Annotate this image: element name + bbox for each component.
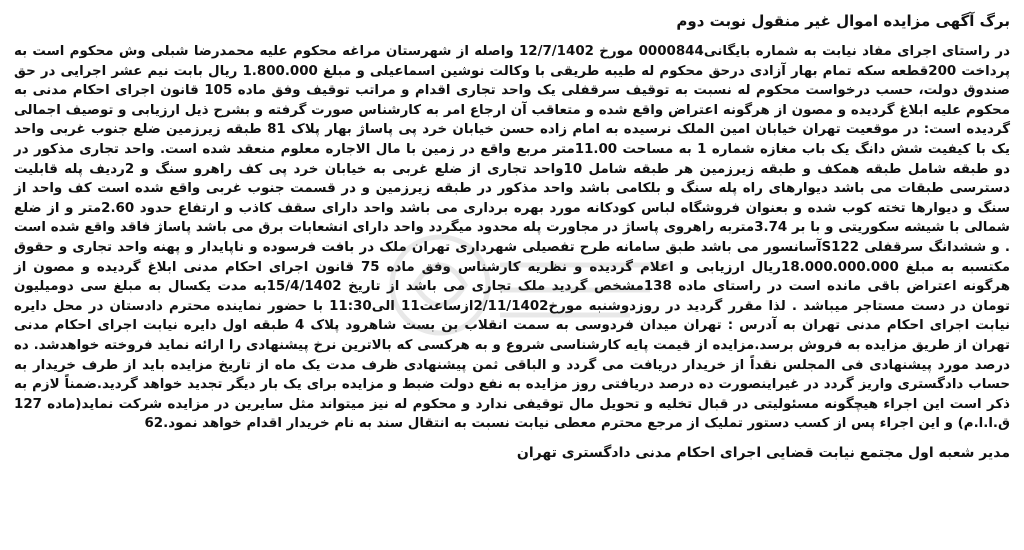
notice-body: در راستای اجرای مفاد نیابت به شماره بایگانی0000844 مورخ 12/7/1402 واصله از شهرستان مراغه محکوم علیه محمدرضا شبلی وش محکوم است به پرداخت 200قطعه سکه تمام بهار آزادی درحق محکوم له طیبه طریقی با وکالت نوشین اسماعیلی و مبلغ 1.800.000 ریال بابت نیم عشر اجرایی در حق صندوق دولت، حسب درخواست محکوم له نسبت به توقیف سرقفلی یک واحد تجاری اقدام و مراتب توقیف وفق ماده 105 قانون اجرای احکام مدنی به محکوم علیه ابلاغ گردیده و مصون از هرگونه اعتراض واقع شده و متعاقب آن ارجاع امر به کارشناس صورت گرفته و بشرح ذیل ارزیابی و توصیف اجمالی گردیده است: در موقعیت تهران خیابان امین الملک نرسیده به امام زاده حسن خیابان خرد پی پاساژ بهار پلاک 81 طبقه زیرزمین ضلع جنوب غربی واحد یک با کیفیت شش دانگ یک باب مغازه شماره 1 به مساحت 11.00متر مربع واقع در زمین با مال الاجاره معلوم منعقد شده است. واحد تجاری مذکور در دو طبقه شامل طبقه همکف و طبقه زیرزمین هر طبقه شامل 10واحد تجاری از ضلع غربی به خیابان خرد پی کف راهرو سنگ و 2ردیف پله قابلیت دسترسی طبقات می باشد دیوارهای راه پله سنگ و بلکامی باشد واحد مذکور در طبقه زیرزمین و در قسمت جنوب غربی واقع شده است کف واحد از سنگ و دیوارها تخته کوب شده و بعنوان فروشگاه لباس کودکانه مورد بهره برداری می باشد واحد دارای سقف کاذب و ارتفاع حدود 2.60متر و از ضلع شمالی با شیشه سکوریتی و با بر 3.74متربه راهروی پاساژ در مجاورت پله محدود میگردد واحد دارای انشعابات برق می باشد پاساژ فاقد واقع شده است . و ششدانگ سرقفلی S122آسانسور می باشد طبق سامانه طرح تفصیلی شهرداری تهران ملک در بافت فرسوده و ناپایدار و پهنه واحد تجاری و حقوق مکتسبه به مبلغ 18.000.000.000ریال ارزیابی و اعلام گردیده و نظریه کارشناس وفق ماده 75 قانون اجرای احکام مدنی ابلاغ گردیده و مصون از هرگونه اعتراض باقی مانده است در راستای ماده 138مشخص گردید ملک تجاری می باشد از تاریخ 15/4/1402به مدت یکسال به مبلغ سی دومیلیون تومان در دست مستاجر میباشد . لذا مقرر گردید در روزدوشنبه مورخ2/11/1402ازساعت11 الی11:30 با حضور نماینده محترم دادستان در محل دایره نیابت اجرای احکام مدنی تهران به آدرس : تهران میدان فردوسی به سمت انقلاب بن بست شاهرود پلاک 4 طبقه اول دایره نیابت اجرای احکام مدنی تهران از طریق مزایده به فروش برسد.مزایده از قیمت پایه کارشناسی شروع و به هرکسی که بالاترین نرخ پیشنهادی را ارائه نماید فروخته خواهدشد. ده درصد مورد پیشنهادی فی المجلس نقداً از خریدار دریافت می گردد و الباقی ثمن پیشنهادی ظرف مدت یک ماه از تاریخ مزایده باید از طرف خریدار به حساب دادگستری واریز گردد در غیراینصورت ده درصد دریافتی روز مزایده به نفع دولت ضبط و مزایده برای یک بار دیگر تجدید خواهد گردید.ضمناً لازم به ذکر است این اجراء هیچگونه مسئولیتی در قبال تخلیه و تحویل مال توقیفی ندارد و محکوم له نیز میتواند مثل سایرین در مزایده شرکت نماید(ماده 127 ق.ا.ا.م) و این اجراء پس از کسب دستور تملیک از مرجع محترم معطی نیابت نسبت به انتقال سند به نام خریدار اقدام خواهد نمود.62 bbox=[14, 44, 1011, 432]
notice-title: برگ آگهی مزایده اموال غیر منقول نوبت دوم bbox=[676, 12, 1010, 30]
notice-signature: مدیر شعبه اول مجتمع نیابت قضایی اجرای احکام مدنی دادگستری تهران bbox=[516, 444, 1010, 461]
